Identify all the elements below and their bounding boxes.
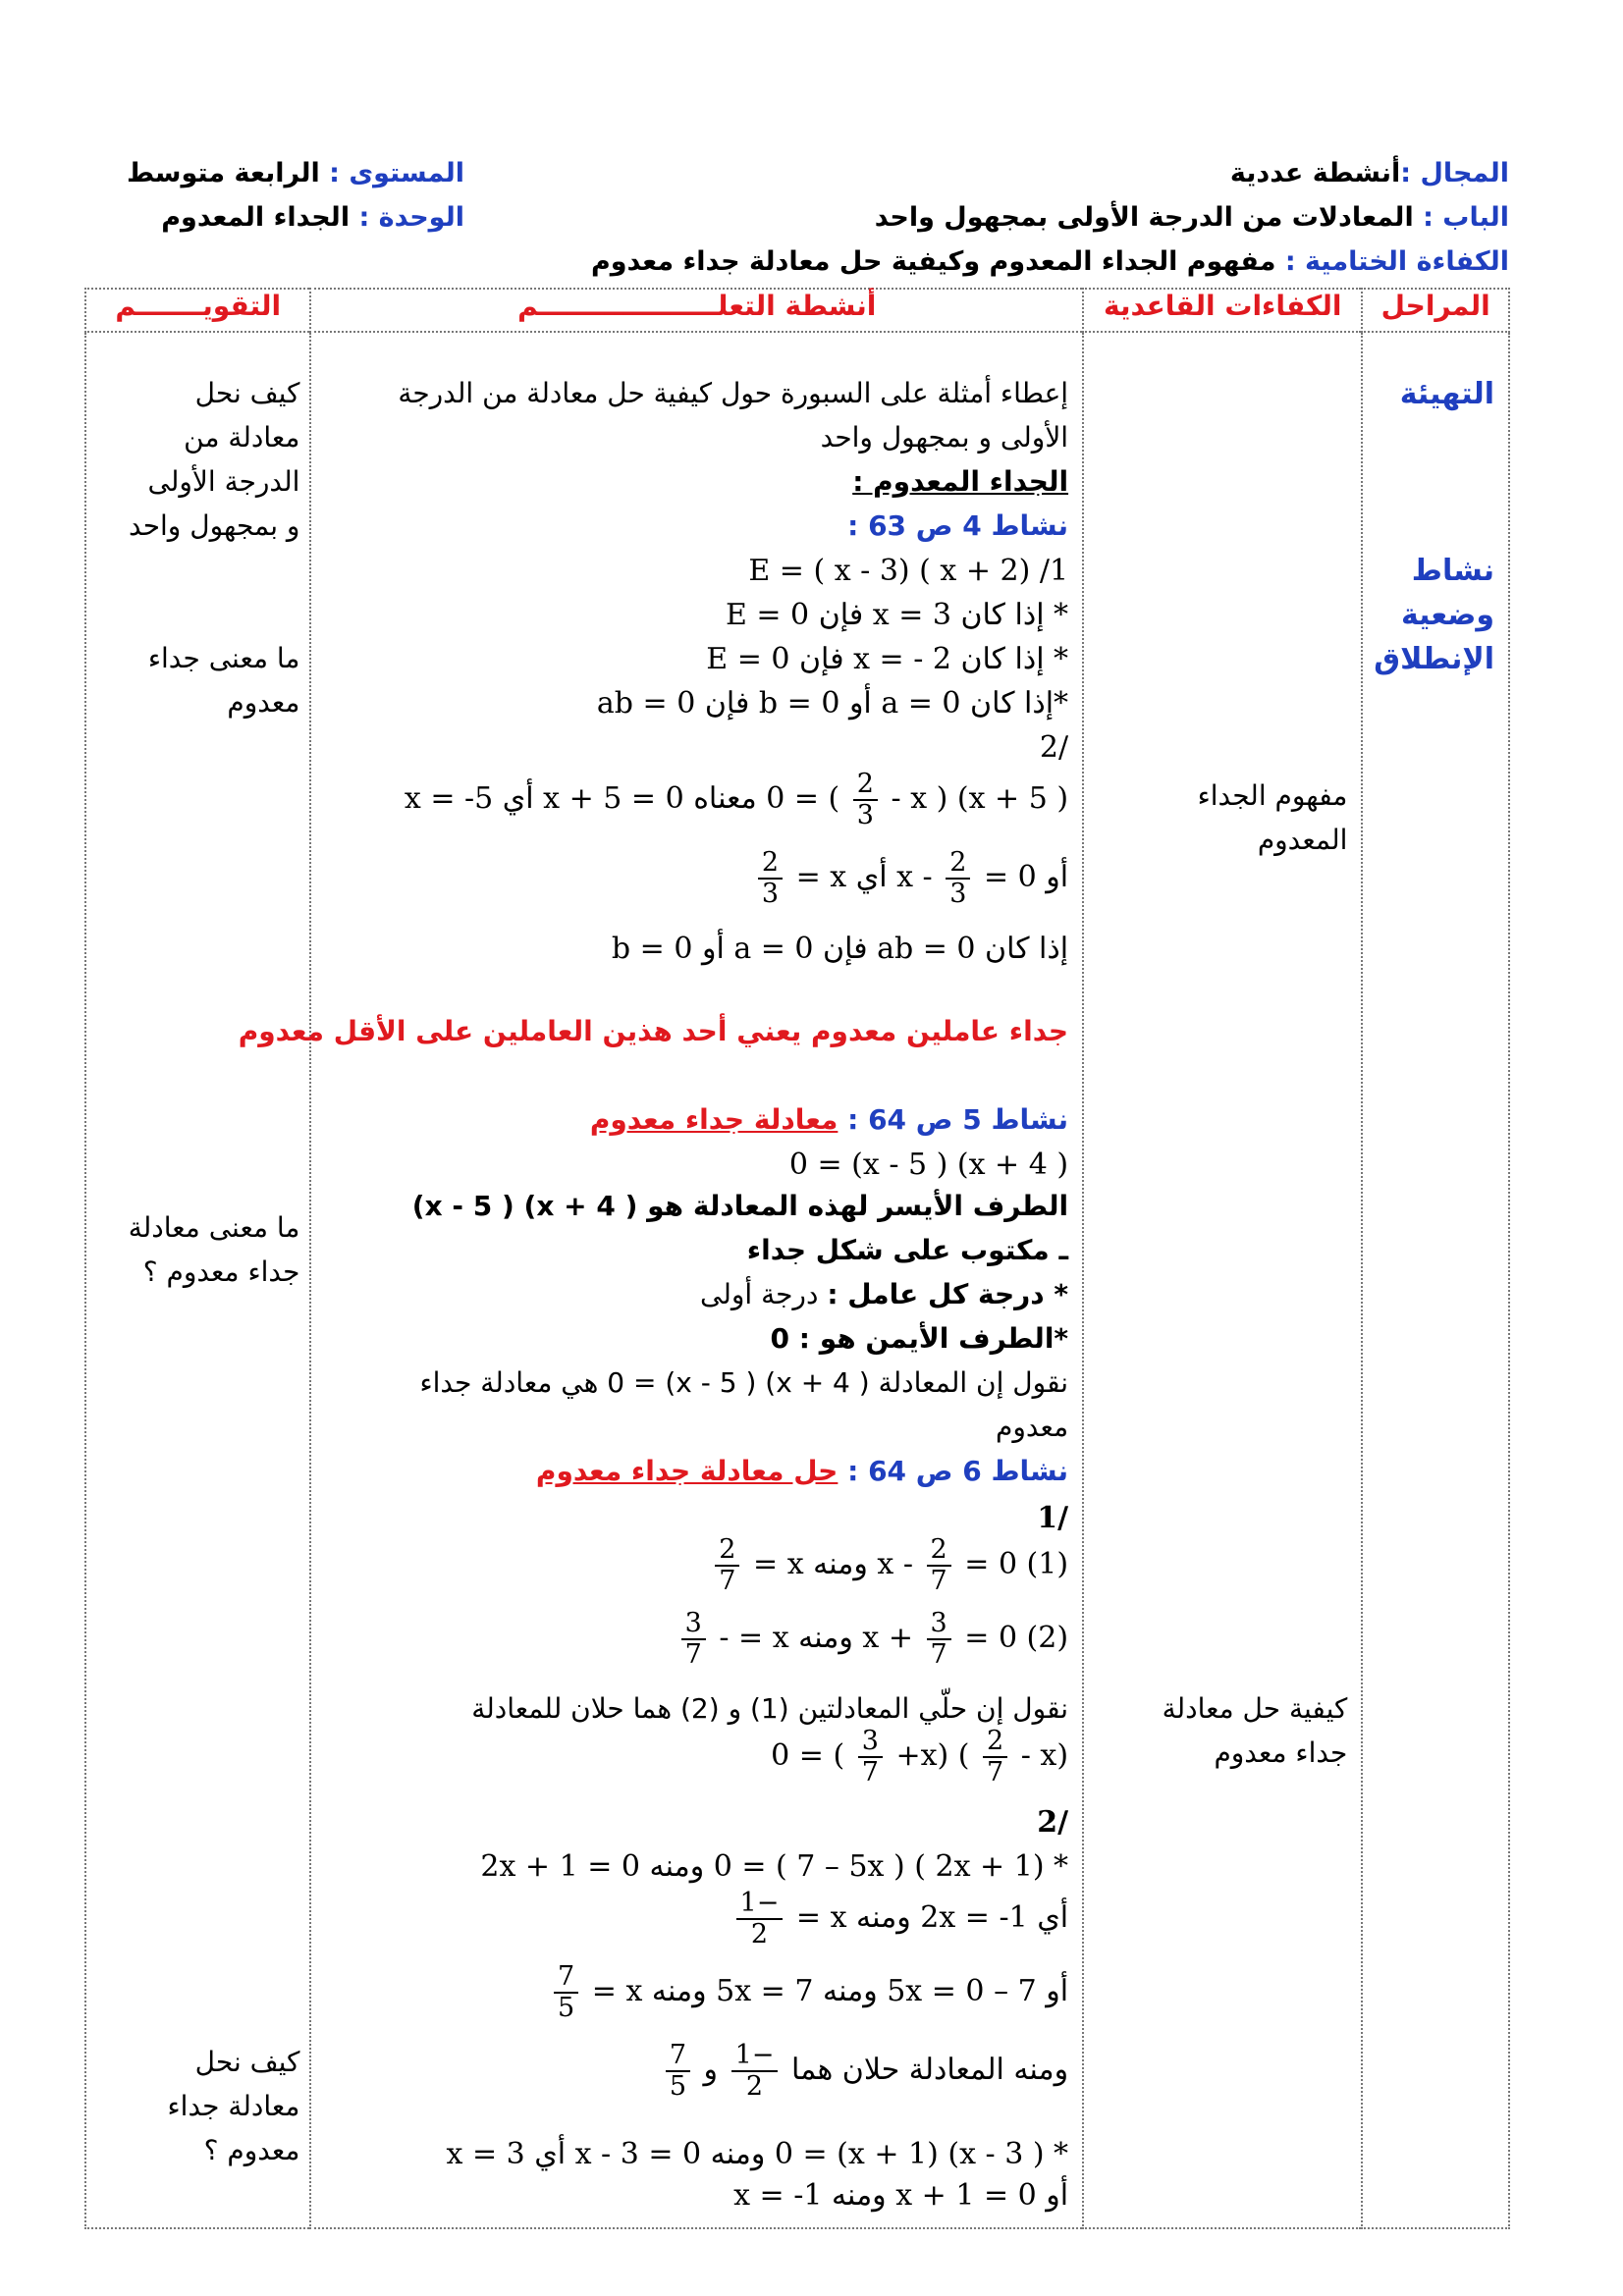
eval1-line2: معادلة من [184, 421, 300, 454]
a5-line4 [700, 1278, 1068, 1310]
eval1-line3: الدرجة الأولى [147, 465, 300, 498]
zero-product-rule: جداء عاملين معدوم يعني أحد هذين العاملين على الأقل معدوم [238, 1015, 1069, 1047]
a4-line7-part1: أو x - [896, 860, 1069, 894]
a4-line7-part2: = 0 أي x = [795, 860, 1037, 894]
stage-warmup: التهيئة [1399, 377, 1494, 411]
a5-line4-label: * درجة كل عامل : [827, 1278, 1069, 1310]
a6-line7: * (2x + 1 ) ( 7 – 5x ) = 0 ومنه 2x + 1 = 0 [480, 1849, 1069, 1884]
intro-line1: إعطاء أمثلة على السبورة حول كيفية حل معادلة من الدرجة [398, 377, 1069, 409]
fraction-7-5: $\frac{7}{5}$ [554, 1962, 578, 2023]
domain-value: أنشطة عددية [1229, 158, 1401, 188]
fraction-2-3-b: $\frac{2}{3}$ [946, 848, 970, 909]
stage-activity: نشاط [1411, 554, 1494, 588]
activity-6-label: نشاط 6 ص 64 : [847, 1455, 1069, 1487]
unit-line [161, 202, 464, 233]
a6-line8 [732, 1889, 1069, 1949]
activity-6-topic: حل معادلة جداء معدوم [535, 1455, 839, 1487]
chapter-label: الباب : [1423, 202, 1509, 233]
a5-line4-value: درجة أولى [700, 1278, 819, 1310]
activity-6-title [536, 1455, 1068, 1487]
unit-label: الوحدة : [358, 202, 464, 233]
a4-line8: إذا كان ab = 0 فإن a = 0 أو b = 0 [611, 932, 1069, 966]
domain-line [1230, 158, 1509, 188]
a5-line3: ـ مكتوب على شكل جداء [746, 1234, 1069, 1266]
eval1-line1: كيف نحل [194, 377, 300, 409]
zero-product-title: الجداء المعدوم : [852, 465, 1069, 498]
header-evaluation: التقويـــــــم [85, 289, 310, 332]
a6-line11: * ( x - 3) (x + 1) = 0 ومنه x - 3 = 0 أي x = 3 [446, 2137, 1069, 2171]
fraction-2-3-c: $\frac{2}{3}$ [758, 848, 783, 909]
a4-line3: * إذا كان x = - 2 فإن E = 0 [706, 642, 1069, 676]
chapter-value: المعادلات من الدرجة الأولى بمجهول واحد [874, 202, 1414, 233]
a6-line2 [711, 1535, 1068, 1596]
unit-value: الجداء المعدوم [161, 202, 351, 233]
eval1-line4: و بمجهول واحد [129, 509, 300, 542]
activity-5-topic: معادلة جداء معدوم [589, 1103, 839, 1136]
eval3-line2: جداء معدوم ؟ [142, 1255, 300, 1288]
a6-line8-part1: أي 2x = -1 ومنه x = [795, 1900, 1069, 1935]
evaluation-column [85, 332, 310, 2228]
competence-label: الكفاءة الختامية : [1284, 246, 1509, 277]
a6-line2-part2: = 0 (1) ومنه x = [753, 1547, 1069, 1581]
a4-line4: *إذا كان a = 0 أو b = 0 فإن ab = 0 [596, 686, 1069, 721]
fraction-2-7-c: $\frac{2}{7}$ [983, 1727, 1007, 1788]
fraction-2-7-b: $\frac{2}{7}$ [715, 1535, 739, 1596]
a6-line6: /2 [1037, 1805, 1069, 1840]
fraction-3-7-b: $\frac{3}{7}$ [681, 1609, 706, 1670]
fraction-2-7: $\frac{2}{7}$ [927, 1535, 951, 1596]
a6-line5 [771, 1727, 1068, 1788]
a6-line9-part1: أو 7 – 5x = 0 ومنه 5x = 7 ومنه x = [591, 1974, 1069, 2008]
eval2-line1: ما معنى جداء [147, 642, 300, 674]
a6-line3 [677, 1609, 1068, 1670]
eval2-line2: معدوم [227, 686, 300, 719]
a6-line3-part1: x + [862, 1621, 913, 1655]
fraction-2-3: $\frac{2}{3}$ [853, 770, 878, 830]
fraction-3-7-c: $\frac{3}{7}$ [858, 1727, 883, 1788]
intro-line2: الأولى و بمجهول واحد [820, 421, 1069, 454]
a6-line4: نقول إن حلّي المعادلتين (1) و (2) هما حلان للمعادلة [471, 1692, 1069, 1725]
activity-5-title [590, 1103, 1068, 1136]
a4-line6 [405, 770, 1068, 830]
a5-line7: معدوم [996, 1411, 1069, 1443]
chapter-line [875, 202, 1509, 233]
a4-line6-part1: ( x + 5) ( x - [891, 781, 1069, 816]
competence-solve-line2: جداء معدوم [1214, 1736, 1348, 1769]
competence-zero-product-line2: المعدوم [1257, 824, 1348, 856]
a6-line12: أو x + 1 = 0 ومنه x = -1 [733, 2178, 1069, 2213]
a6-line5-part3: ) = 0 [771, 1738, 845, 1773]
competences-column [1083, 332, 1362, 2228]
a6-line1: /1 [1037, 1501, 1069, 1535]
competence-zero-product-line1: مفهوم الجداء [1197, 779, 1348, 812]
stage-launch: الإنطلاق [1374, 642, 1494, 676]
activity-5-label: نشاط 5 ص 64 : [847, 1103, 1069, 1136]
level-label: المستوى : [329, 158, 464, 188]
a4-line7 [754, 848, 1068, 909]
eval4-line1: كيف نحل [194, 2046, 300, 2078]
a4-line5: /2 [1039, 730, 1069, 765]
level-line [127, 158, 464, 188]
header-activities: أنشطة التعلـــــــــــــــــــم [310, 289, 1083, 332]
competence-line [591, 246, 1509, 277]
a6-line5-part2: ) (x+ [895, 1738, 970, 1773]
level-value: الرابعة متوسط [126, 158, 320, 188]
a4-line1: E = ( x - 3) ( x + 2) /1 [748, 554, 1069, 588]
a5-line2: الطرف الأيسر لهذه المعادلة هو ( x + 4) ( x - 5) [411, 1190, 1069, 1222]
a5-line1: ( x + 4) ( x - 5) = 0 [788, 1148, 1069, 1182]
eval4-line2: معادلة جداء [167, 2090, 300, 2122]
a5-line6: نقول إن المعادلة ( x + 4) ( x - 5) = 0 هي معادلة جداء [419, 1366, 1069, 1399]
a6-line3-part2: = 0 (2) ومنه x = - [719, 1621, 1069, 1655]
fraction-minus1-2: $\frac{-1}{2}$ [736, 1889, 784, 1949]
a5-line5: *الطرف الأيمن هو : 0 [770, 1322, 1069, 1355]
domain-label: المجال : [1400, 158, 1509, 188]
a6-line9 [550, 1962, 1068, 2023]
a6-line10-part1: ومنه المعادلة حلان هما [790, 2053, 1069, 2087]
a6-line2-part1: x - [877, 1547, 913, 1581]
fraction-3-7: $\frac{3}{7}$ [927, 1609, 951, 1670]
stages-column [1362, 332, 1509, 2228]
a6-line10 [662, 2041, 1068, 2102]
stage-situation: وضعية [1400, 598, 1494, 632]
eval4-line3: معدوم ؟ [203, 2134, 300, 2166]
a4-line6-part2: ) = 0 معناه x + 5 = 0 أي x = -5 [404, 781, 840, 816]
a4-line2: * إذا كان x = 3 فإن E = 0 [725, 598, 1069, 632]
header-stages: المراحل [1362, 289, 1509, 332]
eval3-line1: ما معنى معادلة [128, 1211, 300, 1244]
competence-value: مفهوم الجداء المعدوم وكيفية حل معادلة جداء معدوم [590, 246, 1276, 277]
competence-solve-line1: كيفية حل معادلة [1162, 1692, 1348, 1725]
a6-line10-part2: و [703, 2053, 719, 2087]
a6-line5-part1: (x - [1020, 1738, 1069, 1773]
lesson-table [84, 288, 1510, 2229]
fraction-7-5-b: $\frac{7}{5}$ [666, 2041, 690, 2102]
fraction-minus1-2-b: $\frac{-1}{2}$ [731, 2041, 779, 2102]
activity-4-title: نشاط 4 ص 63 : [847, 509, 1069, 542]
header-base-competences: الكفاءات القاعدية [1083, 289, 1362, 332]
